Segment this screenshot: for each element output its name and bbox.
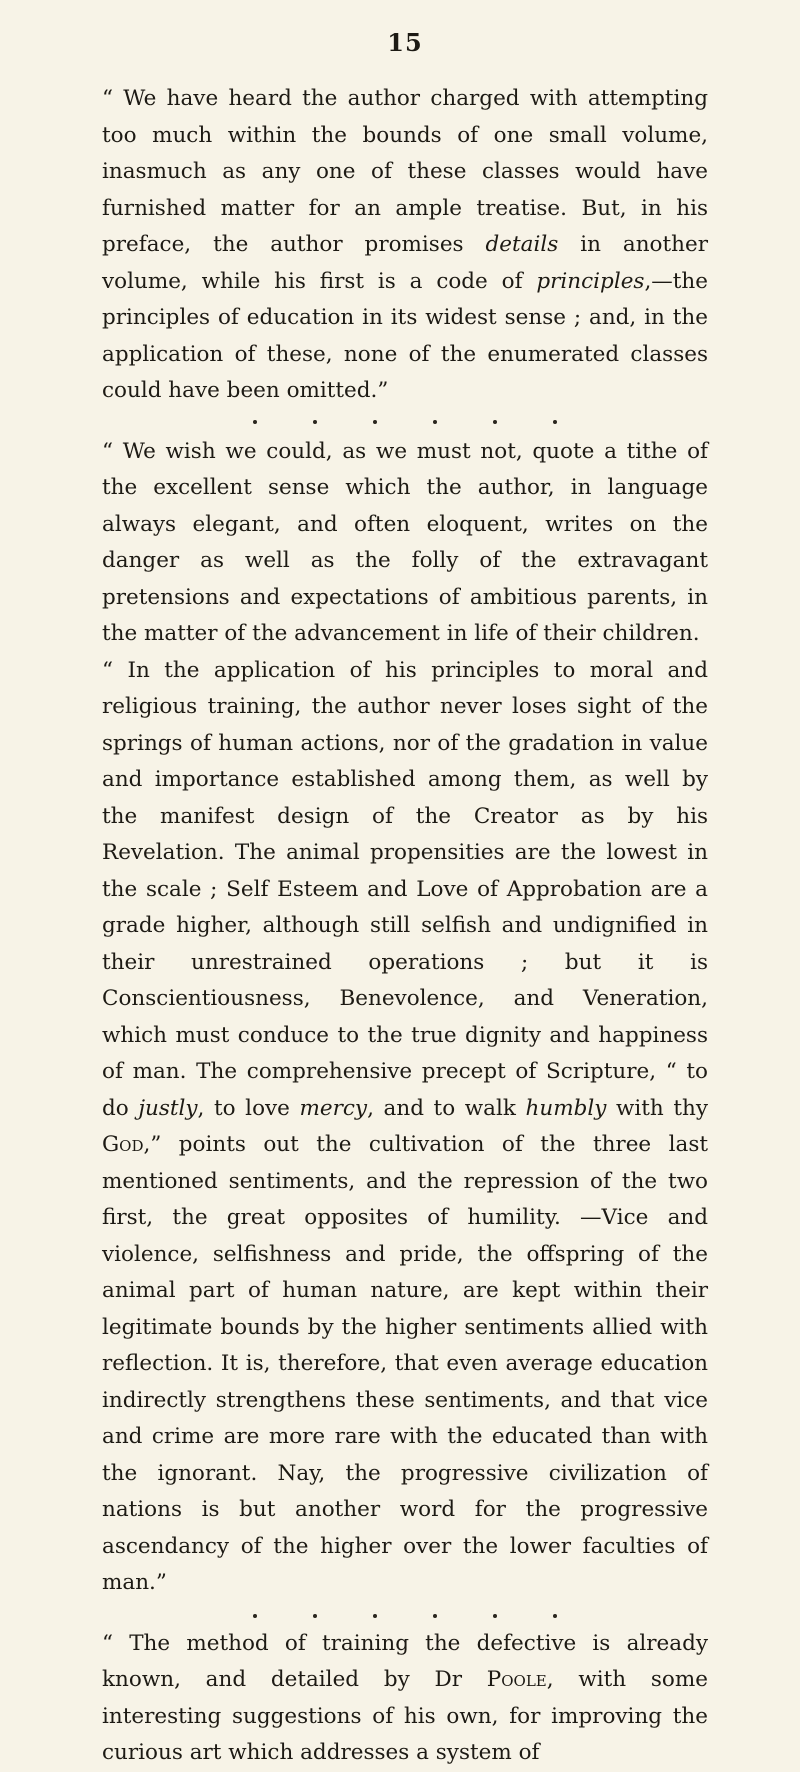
italic-details: details	[485, 232, 559, 257]
paragraph-3	[102, 653, 708, 1602]
dot	[553, 420, 557, 424]
smallcaps-god: God	[102, 1132, 144, 1157]
text-segment: ,—the principles of education in its widest sense ; and, in the application of these, none of the enumerated classes could have been omitted.”	[102, 268, 708, 403]
dot	[253, 420, 257, 424]
text-segment: , to love	[197, 1095, 300, 1121]
paragraph-1	[102, 81, 708, 410]
dot	[253, 1614, 257, 1618]
text-segment: “ The method of training the defective is already known, and detailed by Dr	[102, 1630, 708, 1692]
text-segment: , and to walk	[367, 1095, 526, 1121]
dot	[433, 1614, 437, 1618]
dot	[313, 1614, 317, 1618]
text-segment: in another volume, while his first is a code of	[102, 232, 708, 294]
text-segment: “ We wish we could, as we must not, quote a tithe of the excellent sense which the author, in language always elegant, and often eloquent, writes on the danger as well as the folly of the extravagant pretensions and expectations of ambitious parents, in the matter of the advancement in life of their children.	[102, 438, 708, 646]
paragraph-4	[102, 1626, 708, 1772]
dot	[313, 420, 317, 424]
page-number: 15	[387, 28, 423, 57]
text-segment: , with some interesting suggestions of his own, for improving the curious art which addresses a system of	[102, 1667, 708, 1765]
paragraph-2	[102, 434, 708, 653]
dot	[373, 420, 377, 424]
dot	[433, 420, 437, 424]
italic-humbly: humbly	[525, 1095, 607, 1121]
text-segment: with thy	[606, 1095, 708, 1121]
dot	[373, 1614, 377, 1618]
dot	[493, 1614, 497, 1618]
dot	[493, 420, 497, 424]
text-segment: “ In the application of his principles to moral and religious training, the author never loses sight of the springs of human actions, nor of the gradation in value and importance established among them, as well by the manifest design of the Creator as by his Revelation. The animal propensities are the lowest in the scale ; Self Esteem and Love of Approbation are a grade higher, although still selfish and undignified in their unrestrained operations ; but it is Conscientiousness, Benevolence, and Veneration, which must conduce to the true dignity and happiness of man. The comprehensive precept of Scripture, “ to do	[102, 657, 708, 1121]
dot	[553, 1614, 557, 1618]
text-segment: “ We have heard the author charged with attempting too much within the bounds of one small volume, inasmuch as any one of these classes would have furnished matter for an ample treatise. But, in his preface, the author promises	[102, 86, 708, 257]
text-segment: ,” points out the cultivation of the three last mentioned sentiments, and the repression of the two first, the great opposites of humility. —Vice and violence, selfishness and pride, the offspring of the animal part of human nature, are kept within their legitimate bounds by the higher sentiments allied with reflection. It is, therefore, that even average education indirectly strengthens these sentiments, and that vice and crime are more rare with the educated than with the ignorant. Nay, the progressive civilization of nations is but another word for the progressive ascendancy of the higher over the lower faculties of man.”	[102, 1132, 708, 1595]
smallcaps-poole: Poole	[486, 1667, 547, 1692]
italic-mercy: mercy	[299, 1095, 368, 1121]
italic-principles: principles	[536, 268, 645, 294]
italic-justly: justly	[138, 1095, 198, 1121]
